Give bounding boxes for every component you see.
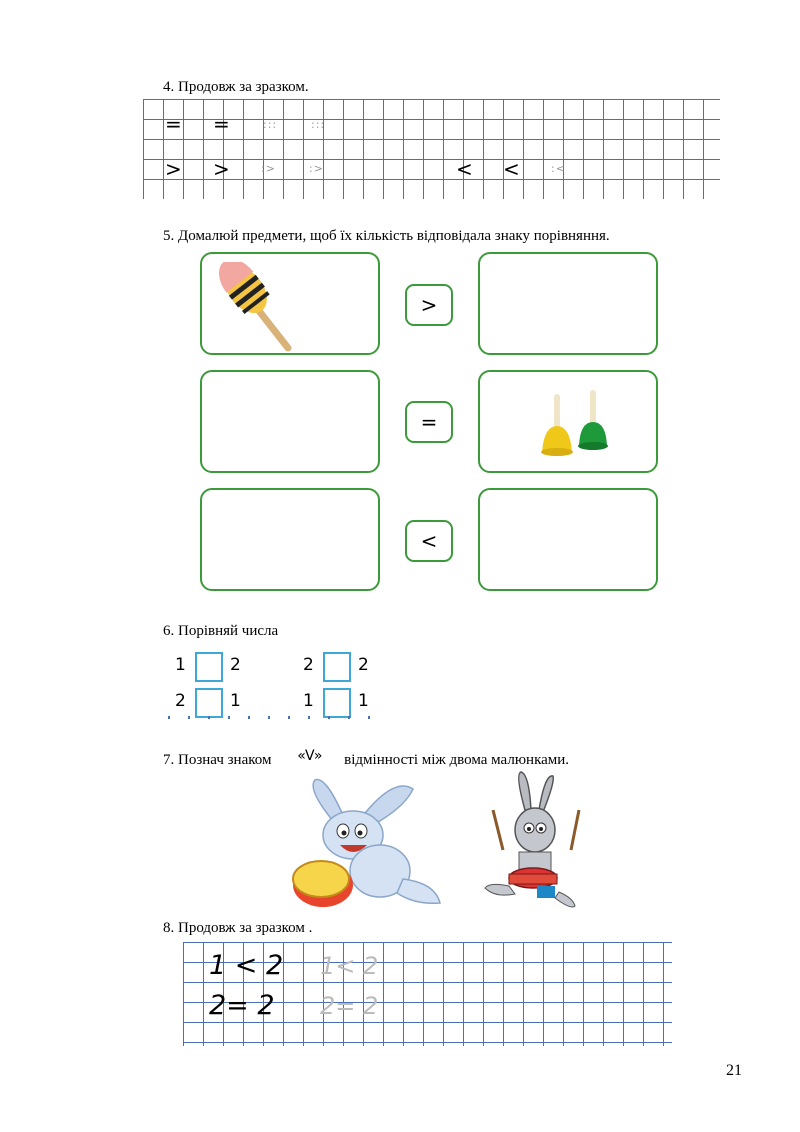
drawing-box-left-3[interactable] (200, 488, 380, 591)
sign-equal: = (405, 401, 453, 443)
task7-mark: «V» (297, 748, 323, 764)
task8-grid (183, 942, 672, 1046)
dotted-less-sign: :< (551, 162, 566, 175)
sample-expression: 2= 2 (209, 990, 275, 1021)
page-number: 21 (726, 1062, 742, 1079)
maraca-icon (216, 262, 296, 352)
task8-title: 8. Продовж за зразком . (163, 920, 313, 936)
sample-expression: 1 < 2 (209, 950, 284, 981)
task7-title (163, 748, 570, 769)
task7-title-before: 7. Познач знаком (163, 752, 272, 768)
compare-right-number: 2 (230, 655, 241, 675)
sample-equal-sign: = (213, 112, 230, 136)
dotted-equal-sign: ::: (263, 118, 278, 131)
compare-left-number: 1 (175, 655, 186, 675)
sample-greater-sign: > (165, 157, 182, 181)
drawing-box-right-2[interactable] (478, 370, 658, 473)
rabbit-drum-left-icon[interactable] (285, 775, 445, 915)
compare-answer-box[interactable] (195, 652, 223, 682)
bells-icon (532, 386, 622, 466)
drawing-box-left-2[interactable] (200, 370, 380, 473)
drawing-box-left-1[interactable] (200, 252, 380, 355)
compare-left-number: 2 (175, 691, 186, 711)
task4-title: 4. Продовж за зразком. (163, 79, 309, 95)
compare-right-number: 1 (358, 691, 369, 711)
sample-equal-sign: = (165, 112, 182, 136)
sample-greater-sign: > (213, 157, 230, 181)
traced-expression: 2= 2 (320, 992, 379, 1020)
dotted-equal-sign: ::: (311, 118, 326, 131)
compare-answer-box[interactable] (323, 688, 351, 718)
task7-title-after: відмінності між двома малюнками. (344, 752, 570, 768)
drawing-box-right-3[interactable] (478, 488, 658, 591)
compare-right-number: 1 (230, 691, 241, 711)
sign-greater: > (405, 284, 453, 326)
compare-right-number: 2 (358, 655, 369, 675)
sample-less-sign: < (503, 157, 520, 181)
compare-answer-box[interactable] (323, 652, 351, 682)
dotted-baseline (168, 716, 382, 719)
dotted-greater-sign: :> (309, 162, 324, 175)
task4-grid (143, 99, 720, 199)
compare-left-number: 1 (303, 691, 314, 711)
dotted-greater-sign: :> (261, 162, 276, 175)
task6-title: 6. Порівняй числа (163, 623, 279, 639)
sample-less-sign: < (456, 157, 473, 181)
compare-answer-box[interactable] (195, 688, 223, 718)
traced-expression: 1< 2 (320, 952, 379, 980)
drawing-box-right-1[interactable] (478, 252, 658, 355)
sign-less: < (405, 520, 453, 562)
task5-title: 5. Домалюй предмети, щоб їх кількість відповідала знаку порівняння. (163, 228, 610, 244)
rabbit-drum-right-icon[interactable] (475, 770, 595, 915)
compare-left-number: 2 (303, 655, 314, 675)
